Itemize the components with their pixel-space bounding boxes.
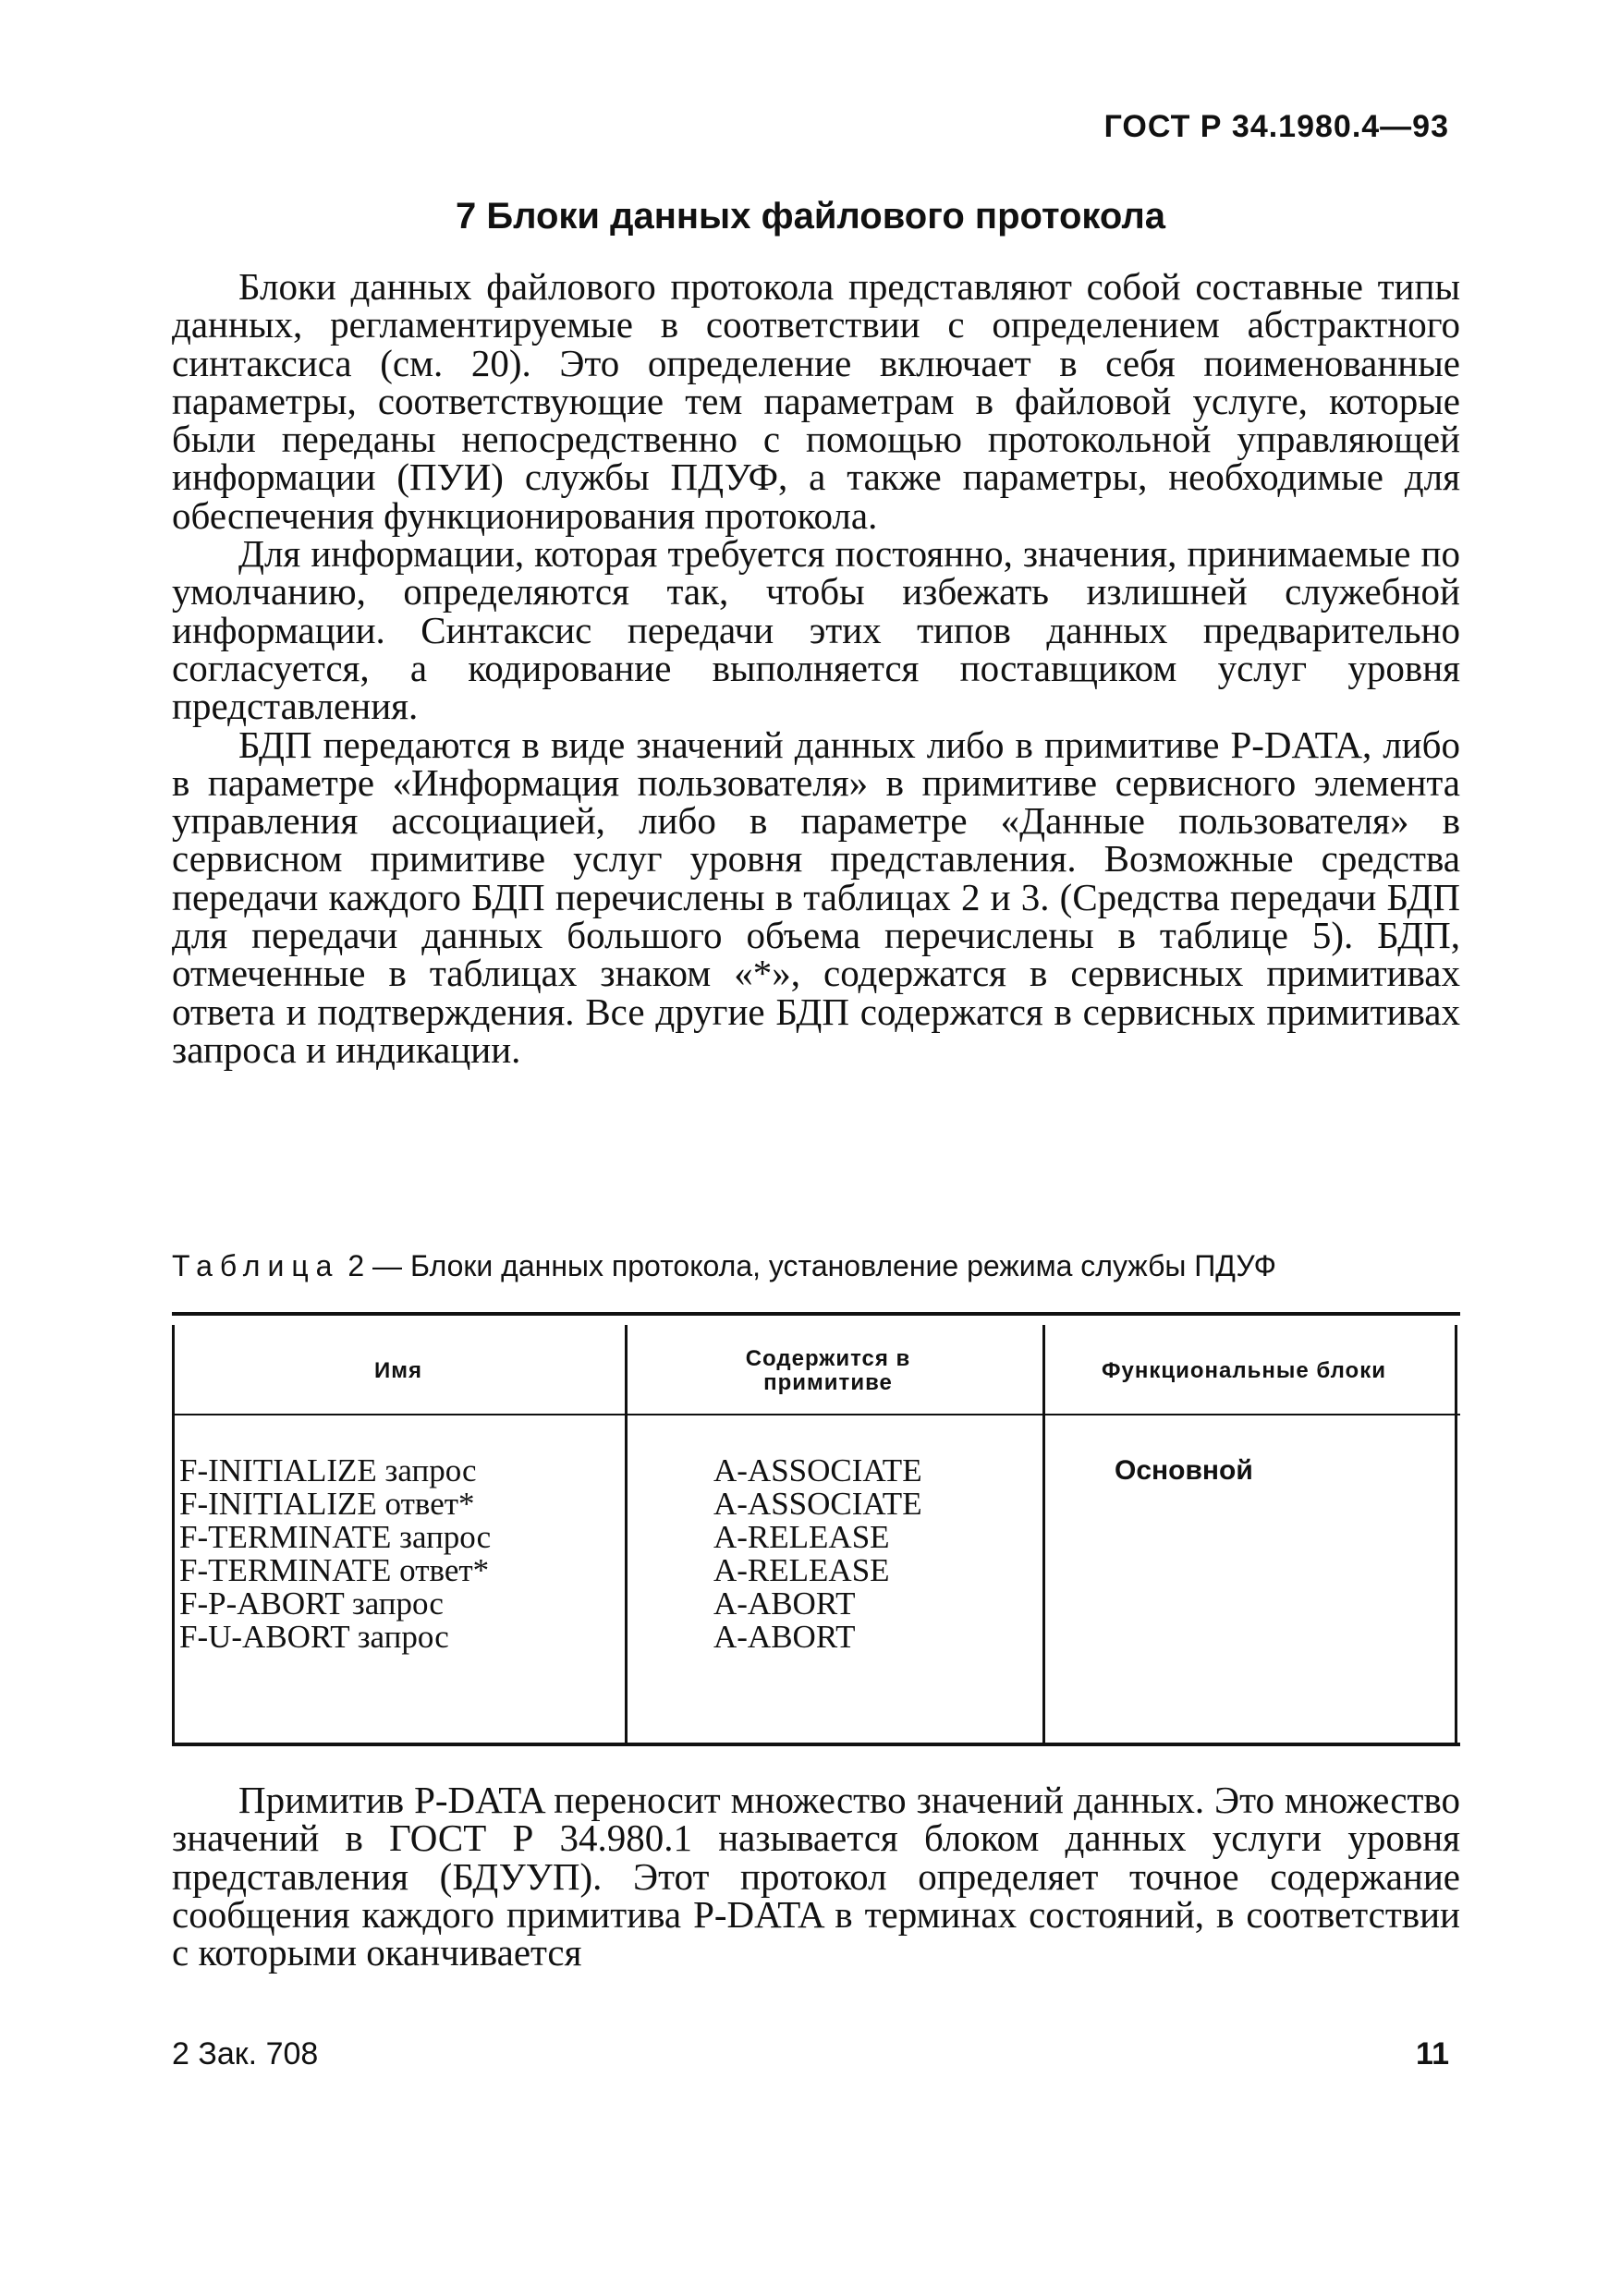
document-code: ГОСТ Р 34.1980.4—93 (1103, 109, 1449, 144)
table-cell: A-ASSOCIATE (713, 1486, 922, 1522)
table-caption-label: Таблица (172, 1249, 340, 1282)
table-caption-text: 2 — Блоки данных протокола, установление режима службы ПДУФ (347, 1249, 1276, 1282)
column-header-name: Имя (373, 1358, 422, 1383)
paragraph-2: Для информации, которая требуется постоянно, значения, принимаемые по умолчанию, определяются так, чтобы избежать излишней служебной информации. Синтаксис передачи этих типов данных предварительно согласуется, а кодирование выполняется поставщиком услуг уровня представления. (172, 532, 1460, 728)
paragraph-3: БДП передаются в виде значений данных либо в примитиве P-DATA, либо в параметре «Информация пользователя» в примитиве сервисного элемента управления ассоциацией, либо в параметре «Данные пользователя» в сервисном примитиве услуг уровня представления. Возможные средства передачи каждого БДП перечислены в таблицах 2 и 3. (Средства передачи БДП для передачи данных большого объема перечислены в таблице 5). БДП, отмеченные в таблицах знаком «*», содержатся в сервисных примитивах ответа и подтверждения. Все другие БДП содержатся в сервисных примитивах запроса и индикации. (172, 723, 1460, 1071)
table-cell: A-ABORT (713, 1585, 856, 1622)
table-cell: F-INITIALIZE ответ* (179, 1486, 475, 1522)
table-header-divider (172, 1414, 1460, 1415)
paragraph-1: Блоки данных файлового протокола представляют собой составные типы данных, регламентируемые в соответствии с определением абстрактного синтаксиса (см. 20). Это определение включает в себя поименованные параметры, соответствующие тем параметрам в файловой услуге, которые были переданы непосредственно с помощью протокольной управляющей информации (ПУИ) службы ПДУФ, а также параметры, необходимые для обеспечения функционирования протокола. (172, 265, 1460, 537)
table-cell: F-U-ABORT запрос (179, 1619, 449, 1655)
table-column-name (179, 1454, 491, 1654)
protocol-data-table (172, 1312, 1460, 1746)
table-cell: F-TERMINATE запрос (179, 1519, 492, 1555)
table-cell: F-TERMINATE ответ* (179, 1552, 490, 1588)
print-order-number: 2 Зак. 708 (172, 2036, 319, 2071)
table-column-divider-2 (1042, 1325, 1045, 1743)
column-header-contained-in-primitive: Содержится в примитиве (745, 1346, 911, 1395)
table-cell: A-ABORT (713, 1619, 856, 1655)
table-cell: F-INITIALIZE запрос (179, 1452, 477, 1488)
section-title: 7 Блоки данных файлового протокола (455, 196, 1166, 237)
section-body (172, 265, 1460, 1071)
page-number: 11 (1416, 2036, 1449, 2071)
table-caption (172, 1249, 1460, 1283)
table-cell: A-RELEASE (713, 1519, 890, 1555)
table-column-divider-1 (625, 1325, 628, 1743)
table-cell: A-ASSOCIATE (713, 1452, 922, 1488)
continuation-body (172, 1781, 1460, 1972)
table-column-primitive (713, 1454, 922, 1654)
table-cell: Основной (1115, 1455, 1253, 1486)
table-border-right (1455, 1325, 1457, 1743)
table-cell: F-P-ABORT запрос (179, 1585, 444, 1622)
table-column-functional-units (1115, 1454, 1253, 1488)
column-header-functional-units: Функциональные блоки (1102, 1358, 1386, 1383)
table-border-left (172, 1325, 175, 1743)
table-cell: A-RELEASE (713, 1552, 890, 1588)
paragraph-4: Примитив P-DATA переносит множество значений данных. Это множество значений в ГОСТ Р 34.980.1 называется блоком данных услуги уровня представления (БДУУП). Этот протокол определяет точное содержание сообщения каждого примитива P-DATA в терминах состояний, в соответствии с которыми оканчивается (172, 1779, 1460, 1974)
